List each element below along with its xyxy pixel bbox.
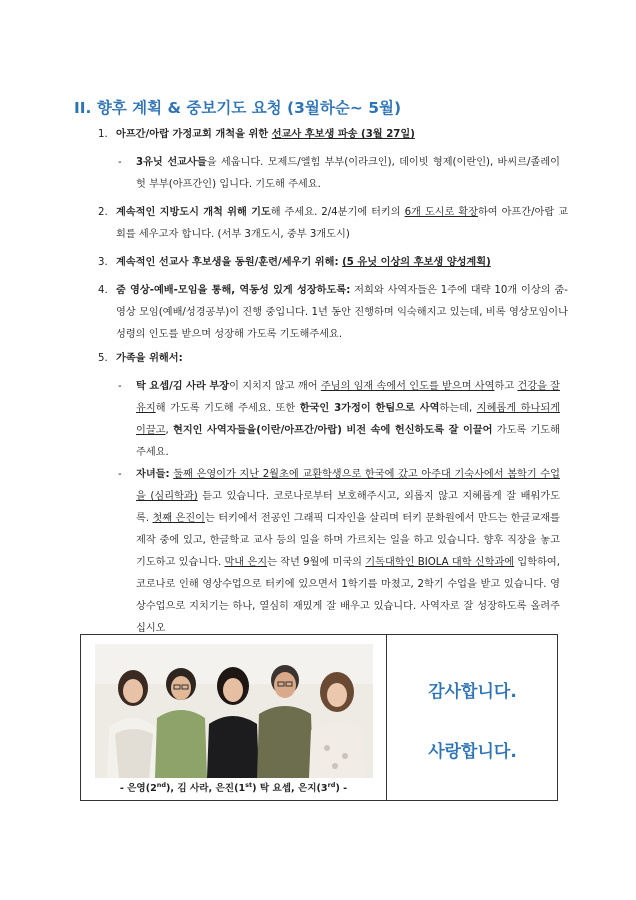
item-1-sub-text: 을 세웁니다. 모제드/엘힘 부부(이라크인), 데이빗 형제(이란인), 바씨르/졸레이헛 부부(아프간인) 입니다. 기도해 주세요. [136,157,561,190]
caption-part-3: ) 탁 요셉, 은지(3 [252,783,328,794]
plan-item-4 [98,280,568,346]
caption-part-4: ) - [335,783,348,794]
plan-item-5 [98,348,568,370]
parents-text-3: 해 가도록 기도해 주세요. 또한 [155,403,300,414]
family-photo [95,644,373,778]
parents-name: 탁 요셉/김 사라 부장 [136,381,230,392]
parents-text-4-underlined: 지혜롭게 하나되게 이끌고 [136,403,560,436]
thanks-line-1: 감사합니다. [428,682,517,702]
item-2-text-a: 해 주세요. 2/4분기에 터키의 [270,207,405,218]
children-text-3-underlined: 막내 은지 [224,557,268,568]
bullet-dash: - [118,469,122,480]
parents-text-6: 가도록 기도해주세요. [136,425,560,458]
parents-text-2: 하고 [494,381,518,392]
item-5-bold: 가족을 위해서: [116,353,183,364]
photo-cell [81,635,387,800]
photo-caption [81,780,386,794]
parents-text-5-bold: 현지인 사역자들을(이란/아프간/아랍) 비전 속에 헌신하도록 잘 이끌어 [173,425,493,436]
parents-text-2-underlined: 건강을 잘 유지 [136,381,561,414]
item-number: 3. [98,257,108,268]
parents-text-5: , [165,425,173,436]
children-label: 자녀들: [136,469,170,480]
item-number: 4. [98,285,108,296]
family-photo-illustration [95,644,373,778]
children-text-3: 는 터키에서 전공인 그래픽 디자인을 살리며 터키 문화원에서 만드는 한글교재를 제작 중에 있고, 한글학교 교사 등의 일을 하며 가르치는 일을 하고 있습니다. 향후 직장을 놓고 기도하고 있습니다. [136,513,560,568]
photo-table [80,634,558,801]
parents-text-3-bold: 한국인 3가정이 한팀으로 사역 [299,403,440,414]
bullet-dash: - [118,381,122,392]
item-1-lead: 아프간/아랍 가정교회 개척을 위한 [116,129,272,140]
item-3-bold: 계속적인 선교사 후보생을 동원/훈련/세우기 위해: [116,257,343,268]
caption-sup-3: rd [327,780,336,789]
children-text-2-underlined: 첫째 은진이 [152,513,206,524]
caption-part-2: ), 김 사라, 은진(1 [166,783,246,794]
item-4-text: 저희와 사역자들은 1주에 대략 10개 이상의 줌-영상 모임(예배/성경공부)이 진행 중입니다. 1년 동안 진행하며 익숙해지고 있는데, 비록 영상모임이나 성령의 인도를 받으며 성장해 가도록 기도해주세요. [116,285,568,340]
children-text-4: 는 작년 9월에 미국의 [267,557,366,568]
section-title: II. 향후 계획 & 중보기도 요청 (3월하순~ 5월) [74,99,402,117]
item-number: 1. [98,129,108,140]
caption-sup-2: st [245,780,253,789]
children-text-5: 입학하여, 코로나로 인해 영상수업으로 터키에 있으면서 1학기를 마쳤고, 2학기 수업을 받고 있습니다. 영상수업으로 지치기는 하나, 열심히 재밌게 잘 배우고 있습니다. 사역자로 잘 성장하도록 올려주십시오 [136,557,560,634]
children-text-1-underlined: 둘째 은영이가 지난 2월초에 교환학생으로 한국에 갔고 아주대 기숙사에서 봄학기 수업을 (심리학과) [136,469,560,502]
plan-item-3 [98,252,568,274]
item-2-bold: 계속적인 지방도시 개척 위해 기도 [116,207,271,218]
item-number: 2. [98,207,108,218]
plan-item-5-sub-1 [118,376,560,464]
item-1-sub-bold: 3유닛 선교사들 [136,157,207,168]
bullet-dash: - [118,157,122,168]
children-text-4-underlined: 기독대학인 BIOLA 대학 신학과에 [365,557,515,568]
plan-item-1-sub [118,152,560,196]
parents-text-4: 하는데, [439,403,477,414]
plan-item-5-sub-2 [118,464,560,640]
item-2-text-b: 하여 아프간/아랍 교회를 세우고자 합니다. (서부 3개도시, 중부 3개도시) [116,207,569,240]
caption-part-1: - 은영(2 [119,783,157,794]
plan-item-2 [98,202,568,246]
plan-item-1 [98,124,568,146]
item-number: 5. [98,353,108,364]
parents-text-1: 이 지치지 않고 깨어 [229,381,321,392]
parents-text-1-underlined: 주님의 임재 속에서 인도를 받으며 사역 [320,381,495,392]
caption-sup-1: nd [156,780,167,789]
thanks-line-2: 사랑합니다. [428,742,517,762]
children-text-2: 듣고 있습니다. 코로나로부터 보호해주시고, 외롭지 않고 지혜롭게 잘 배워가도록. [136,491,560,524]
item-1-lead-underlined: 선교사 후보생 파송 (3월 27일) [271,129,415,140]
item-4-bold: 줌 영상-예배-모임을 통해, 역동성 있게 성장하도록: [116,285,351,296]
item-2-text-underlined: 6개 도시로 확장 [404,207,478,218]
item-3-bold-underlined: (5 유닛 이상의 후보생 양성계획) [342,257,491,268]
